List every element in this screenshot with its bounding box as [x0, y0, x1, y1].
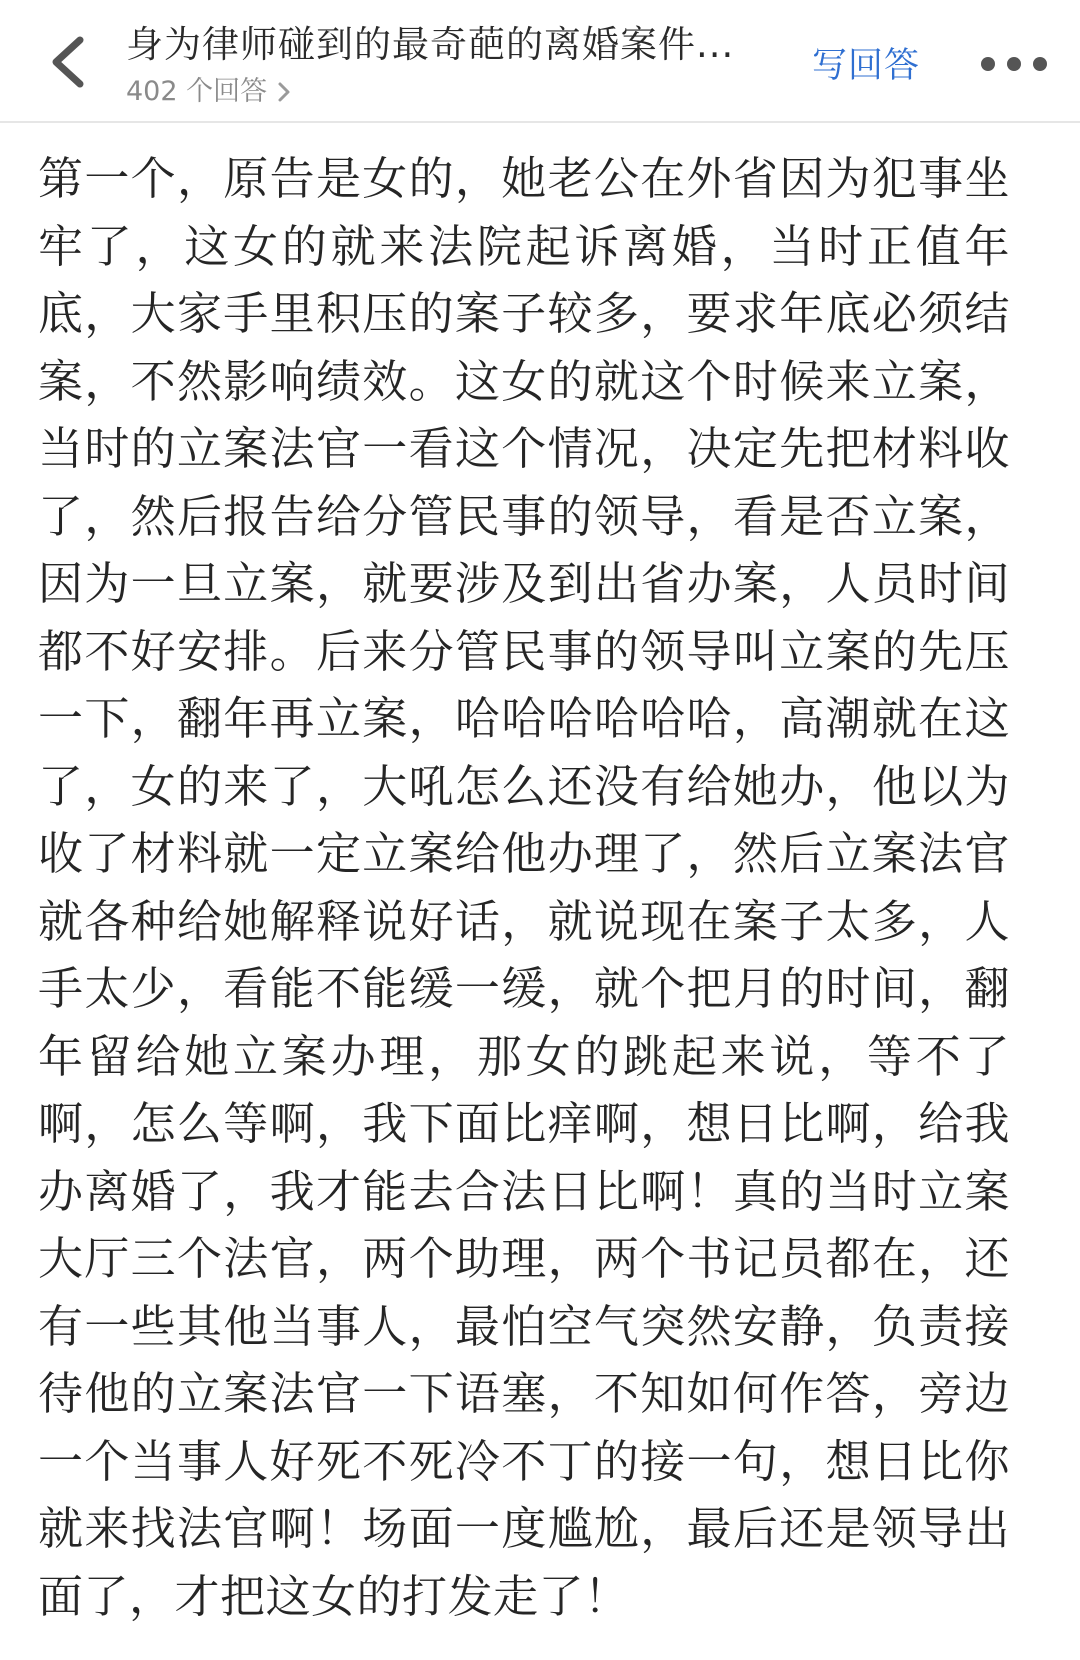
- question-title[interactable]: 身为律师碰到的最奇葩的离婚案件...: [126, 23, 735, 66]
- top-navbar: [0, 0, 1080, 123]
- answer-content: [0, 123, 1010, 1630]
- question-header: [126, 22, 766, 108]
- answer-count: 402 个回答: [126, 76, 268, 107]
- more-button[interactable]: [978, 52, 1050, 76]
- answer-paragraph: 第一个，原告是女的，她老公在外省因为犯事坐牢了，这女的就来法院起诉离婚，当时正值年底，大家手里积压的案子较多，要求年底必须结案，不然影响绩效。这女的就这个时候来立案，当时的立案法官一看这个情况，决定先把材料收了，然后报告给分管民事的领导，看是否立案，因为一旦立案，就要涉及到出省办案，人员时间都不好安排。后来分管民事的领导叫立案的先压一下，翻年再立案，哈哈哈哈哈哈，高潮就在这了，女的来了，大吼怎么还没有给她办，他以为收了材料就一定立案给他办理了，然后立案法官就各种给她解释说好话，就说现在案子太多，人手太少，看能不能缓一缓，就个把月的时间，翻年留给她立案办理，那女的跳起来说，等不了啊，怎么等啊，我下面比痒啊，想日比啊，给我办离婚了，我才能去合法日比啊！真的当时立案大厅三个法官，两个助理，两个书记员都在，还有一些其他当事人，最怕空气突然安静，负责接待他的立案法官一下语塞，不知如何作答，旁边一个当事人好死不死冷不丁的接一句，想日比你就来找法官啊！场面一度尴尬，最后还是领导出面了，才把这女的打发走了！: [38, 152, 1010, 1623]
- back-button[interactable]: [44, 34, 94, 90]
- more-dots-icon: [978, 52, 1050, 76]
- chevron-left-icon: [44, 34, 94, 90]
- answer-count-link[interactable]: [126, 76, 291, 108]
- chevron-right-icon: [277, 81, 291, 103]
- write-answer-button[interactable]: 写回答: [812, 46, 921, 86]
